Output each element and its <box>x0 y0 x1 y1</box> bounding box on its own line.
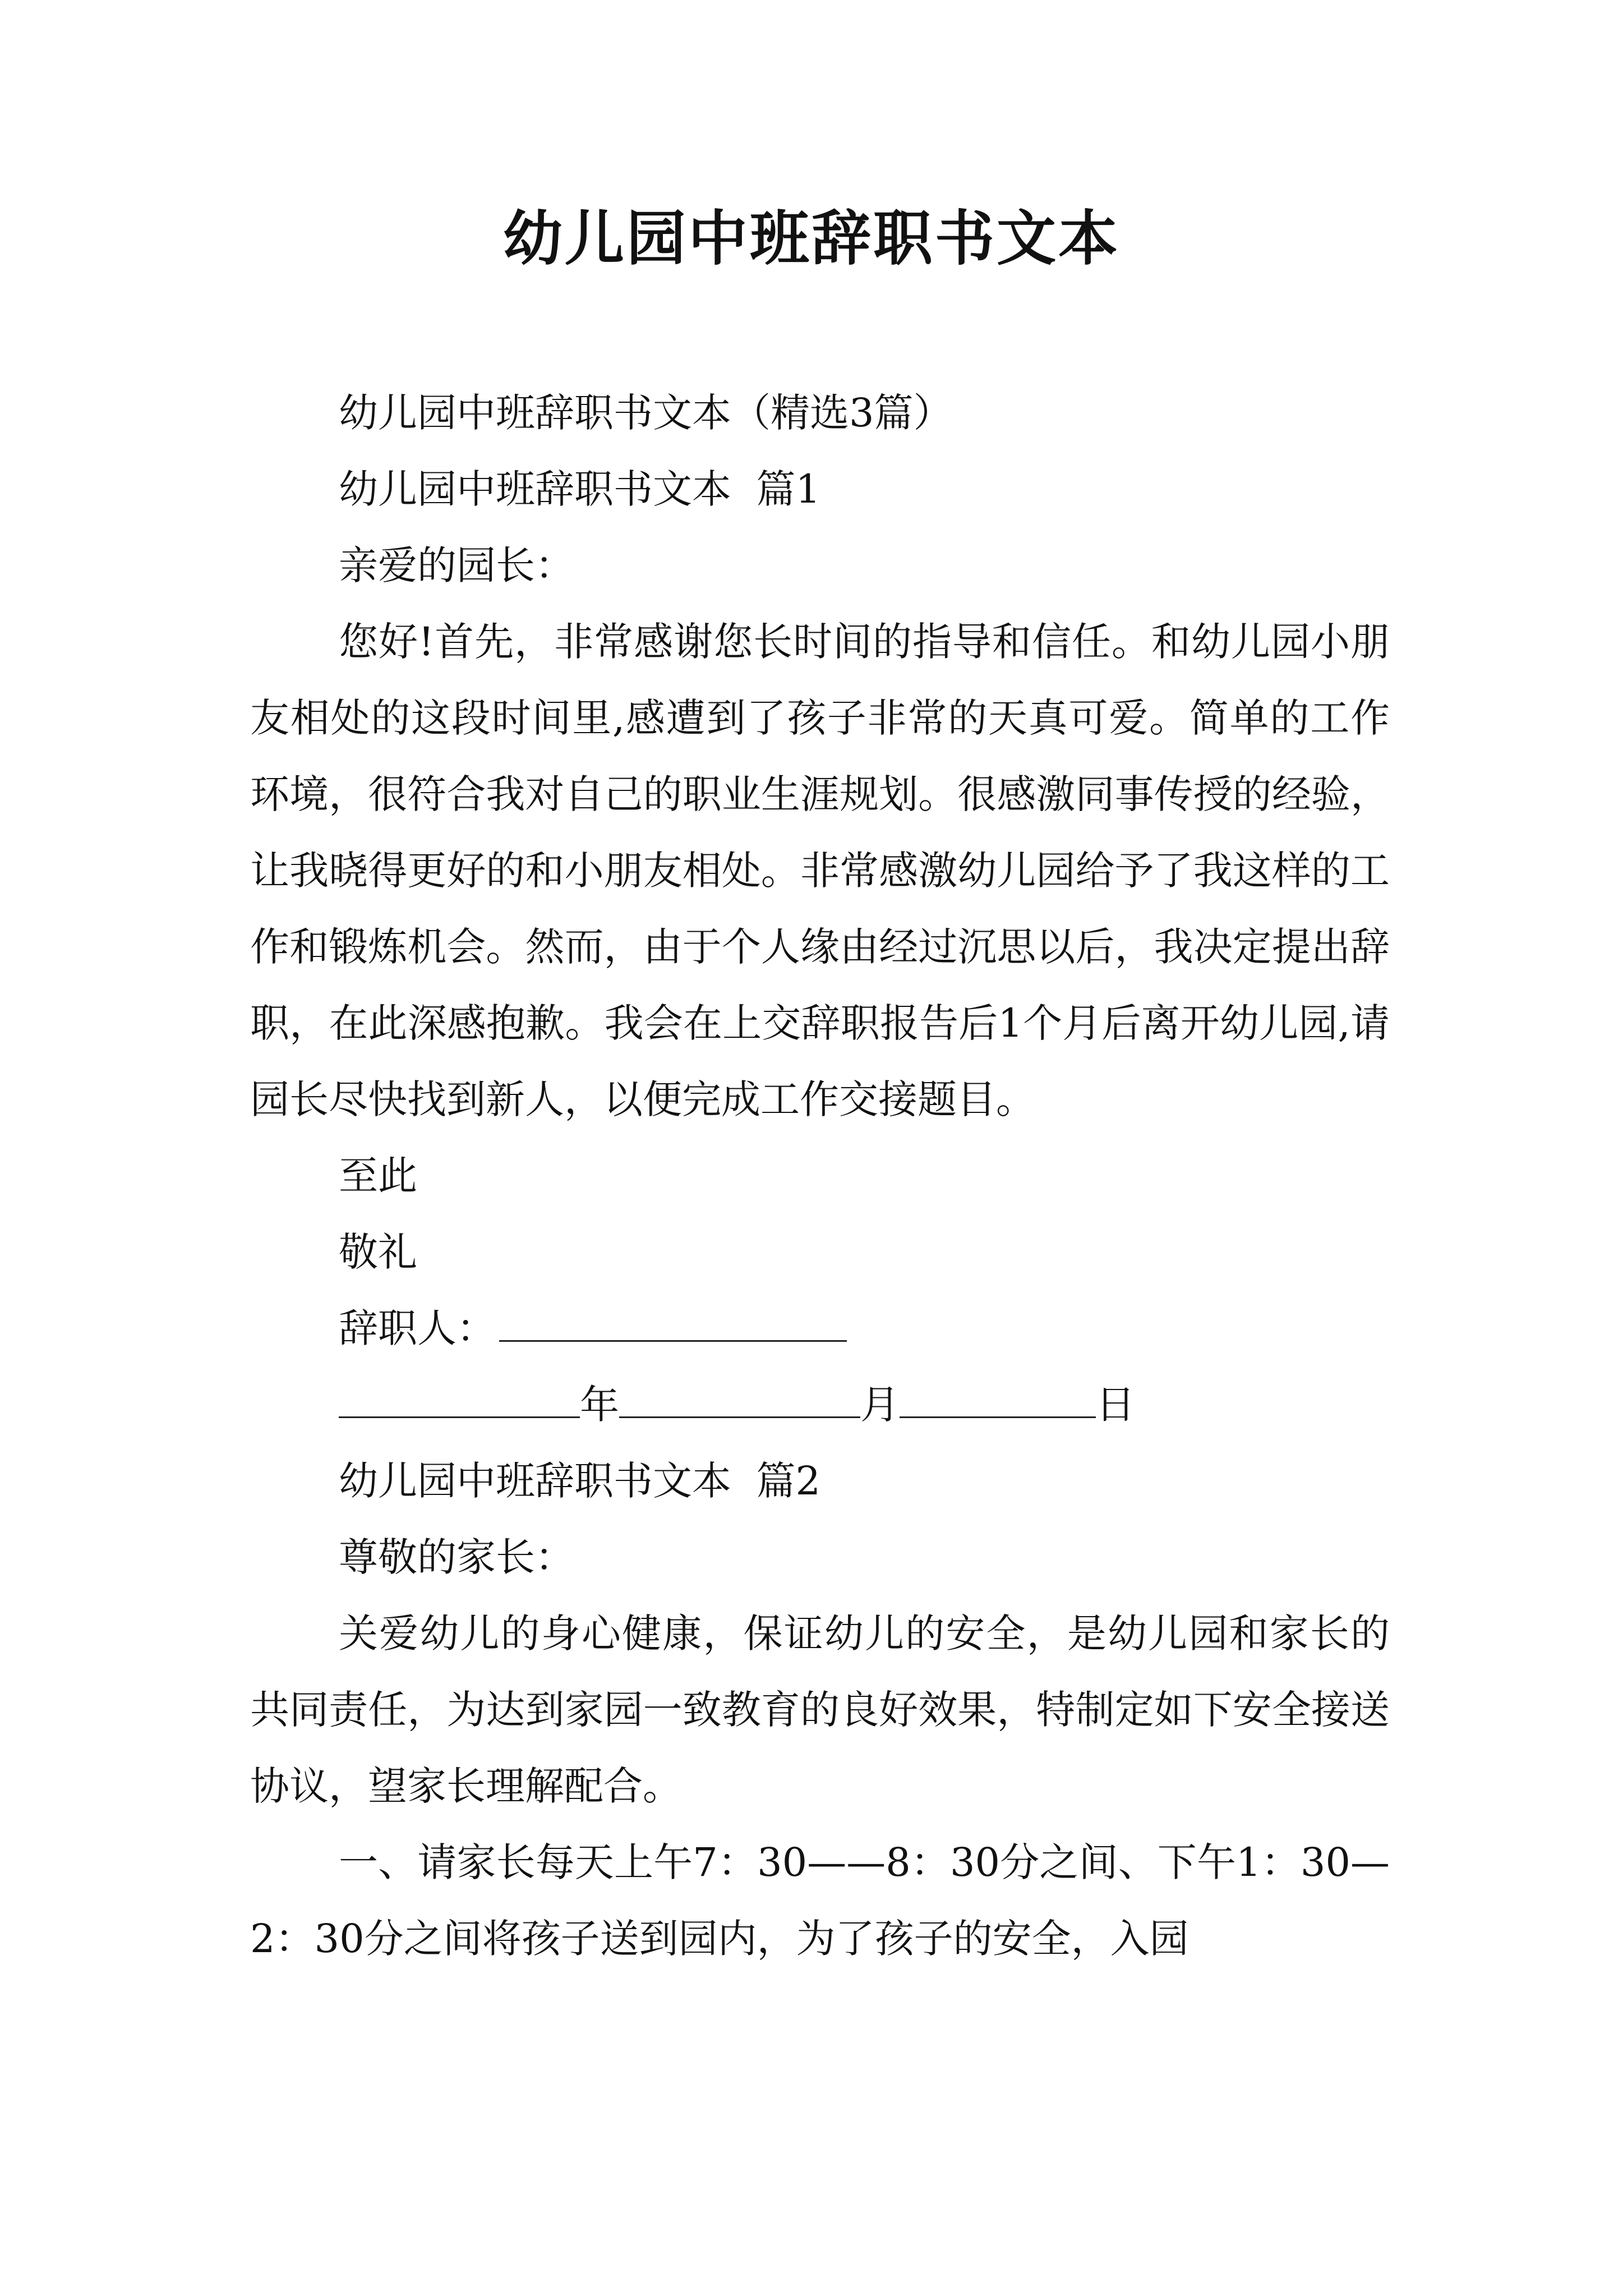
year-label: 年 <box>580 1382 619 1428</box>
article-1-closing-1: 至此 <box>339 1153 417 1199</box>
article-1-heading: 幼儿园中班辞职书文本 篇1 <box>339 466 821 512</box>
month-blank <box>619 1381 860 1418</box>
year-blank <box>339 1381 580 1418</box>
article-2-heading: 幼儿园中班辞职书文本 篇2 <box>339 1458 821 1504</box>
day-label: 日 <box>1096 1382 1135 1428</box>
document-body <box>250 375 1390 1977</box>
month-label: 月 <box>860 1382 900 1428</box>
signer-label: 辞职人： <box>339 1305 496 1351</box>
day-blank <box>900 1381 1096 1418</box>
date-line <box>250 1366 1390 1443</box>
signer-blank <box>499 1304 847 1342</box>
signer-line <box>250 1290 1390 1366</box>
article-1-closing-2: 敬礼 <box>339 1229 417 1275</box>
article-1-salutation: 亲爱的园长： <box>339 542 574 588</box>
article-1-body: 您好!首先，非常感谢您长时间的指导和信任。和幼儿园小朋友相处的这段时间里,感遭到了孩子非常的天真可爱。简单的工作环境，很符合我对自己的职业生涯规划。很感激同事传授的经验，让我晓得更好的和小朋友相处。非常感激幼儿园给予了我这样的工作和锻炼机会。然而，由于个人缘由经过沉思以后，我决定提出辞职，在此深感抱歉。我会在上交辞职报告后1个月后离开幼儿园,请园长尽快找到新人，以便完成工作交接题目。 <box>250 619 1390 1122</box>
intro-line: 幼儿园中班辞职书文本（精选3篇） <box>339 390 953 436</box>
article-2-salutation: 尊敬的家长： <box>339 1534 574 1580</box>
article-2-item-1: 一、请家长每天上午7：30——8：30分之间、下午1：30—2：30分之间将孩子送到园内，为了孩子的安全，入园 <box>250 1839 1390 1962</box>
article-2-body: 关爱幼儿的身心健康，保证幼儿的安全，是幼儿园和家长的共同责任，为达到家园一致教育的良好效果，特制定如下安全接送协议，望家长理解配合。 <box>250 1611 1390 1809</box>
document-title: 幼儿园中班辞职书文本 <box>503 203 1120 273</box>
